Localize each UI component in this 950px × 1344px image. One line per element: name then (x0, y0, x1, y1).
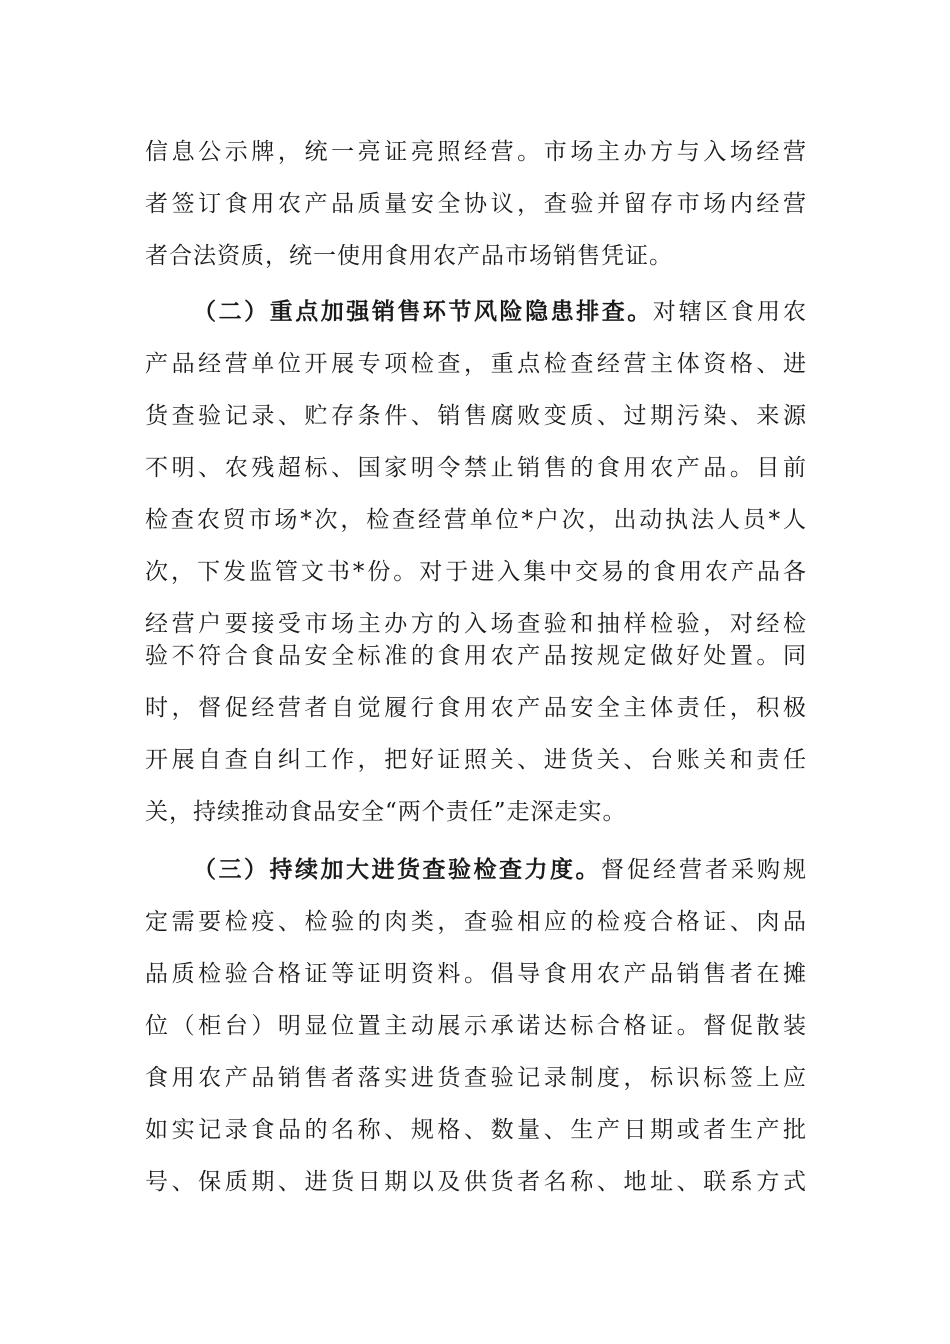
paragraph-1-line-3: 者合法资质，统一使用食用农产品市场销售凭证。 (145, 243, 673, 269)
paragraph-1-line-1: 信息公示牌，统一亮证亮照经营。市场主办方与入场经营 (145, 139, 807, 165)
paragraph-3-line-4: 位（柜台）明显位置主动展示承诺达标合格证。督促散装 (145, 1013, 807, 1039)
paragraph-3-line-1-text: 督促经营者采购规 (601, 857, 807, 883)
paragraph-2-line-1 (145, 292, 807, 332)
paragraph-3-line-2: 定需要检疫、检验的肉类，查验相应的检疫合格证、肉品 (145, 909, 807, 935)
paragraph-2-line-3: 货查验记录、贮存条件、销售腐败变质、过期污染、来源 (145, 403, 807, 429)
section-heading-2: （二）重点加强销售环节风险隐患排查。 (191, 299, 653, 325)
paragraph-3-line-7: 号、保质期、进货日期以及供货者名称、地址、联系方式 (145, 1169, 807, 1195)
paragraph-2-line-10: 开展自查自纠工作，把好证照关、进货关、台账关和责任 (145, 747, 807, 773)
section-heading-3: （三）持续加大进货查验检查力度。 (191, 857, 601, 883)
paragraph-3-line-3: 品质检验合格证等证明资料。倡导食用农产品销售者在摊 (145, 961, 807, 987)
paragraph-2-line-6: 次，下发监管文书*份。对于进入集中交易的食用农产品各 (145, 559, 807, 585)
paragraph-2-line-9: 时，督促经营者自觉履行食用农产品安全主体责任，积极 (145, 695, 807, 721)
paragraph-2-line-11: 关，持续推动食品安全“两个责任”走深走实。 (145, 799, 627, 825)
paragraph-2-line-5: 检查农贸市场*次，检查经营单位*户次，出动执法人员*人 (145, 507, 807, 533)
paragraph-2-line-1-text: 对辖区食用农 (652, 299, 808, 325)
paragraph-1-line-2: 者签订食用农产品质量安全协议，查验并留存市场内经营 (145, 191, 807, 217)
paragraph-2-line-4: 不明、农残超标、国家明令禁止销售的食用农产品。目前 (145, 455, 807, 481)
paragraph-2-line-7: 经营户要接受市场主办方的入场查验和抽样检验，对经检 (145, 611, 807, 637)
paragraph-2-line-8: 验不符合食品安全标准的食用农产品按规定做好处置。同 (145, 643, 807, 669)
paragraph-2-line-2: 产品经营单位开展专项检查，重点检查经营主体资格、进 (145, 351, 807, 377)
paragraph-3-line-1 (145, 850, 807, 890)
paragraph-3-line-5: 食用农产品销售者落实进货查验记录制度，标识标签上应 (145, 1065, 807, 1091)
paragraph-3-line-6: 如实记录食品的名称、规格、数量、生产日期或者生产批 (145, 1117, 807, 1143)
